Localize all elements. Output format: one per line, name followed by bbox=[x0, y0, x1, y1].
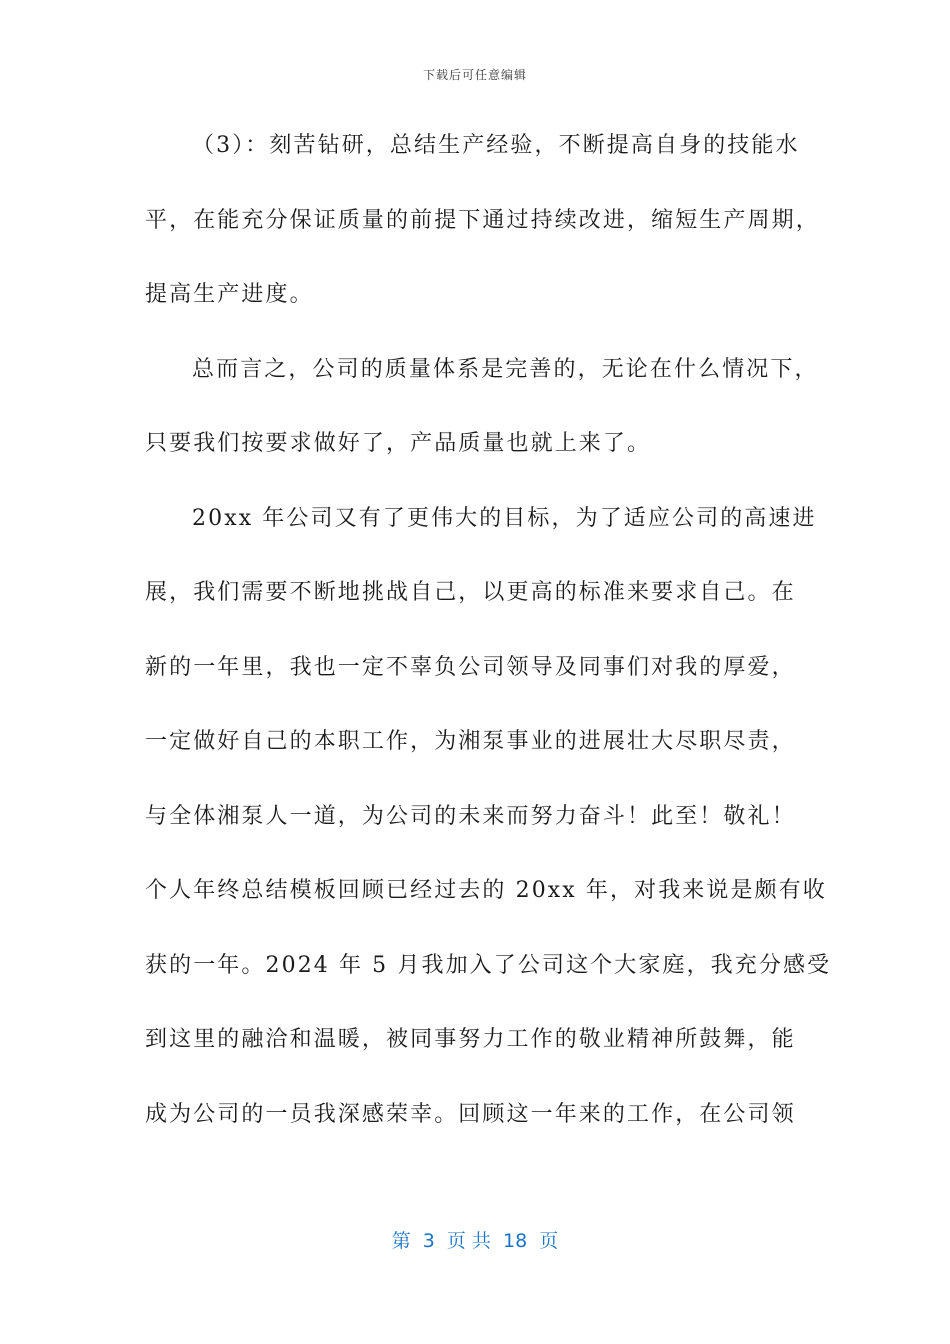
text-line: 只要我们按要求做好了，产品质量也就上来了。 bbox=[145, 431, 652, 456]
text-line: 提高生产进度。 bbox=[145, 282, 314, 307]
text-line: 平，在能充分保证质量的前提下通过持续改进，缩短生产周期， bbox=[145, 207, 820, 233]
text-line: 新的一年里，我也一定不辜负公司领导及同事们对我的厚爱， bbox=[145, 654, 796, 680]
text-line: 成为公司的一员我深感荣幸。回顾这一年来的工作，在公司领 bbox=[145, 1101, 796, 1127]
text-line: 20xx 年公司又有了更伟大的目标，为了适应公司的高速进 bbox=[192, 505, 817, 531]
text-line: 到这里的融洽和温暖，被同事努力工作的敬业精神所鼓舞，能 bbox=[145, 1027, 796, 1052]
text-line: 一定做好自己的本职工作，为湘泵事业的进展壮大尽职尽责， bbox=[145, 729, 796, 754]
text-line: 获的一年。2024 年 5 月我加入了公司这个大家庭，我充分感受 bbox=[145, 952, 832, 978]
text-line: 与全体湘泵人一道，为公司的未来而努力奋斗！此至！敬礼！ bbox=[145, 803, 796, 829]
text-line: 总而言之，公司的质量体系是完善的，无论在什么情况下， bbox=[192, 356, 819, 382]
text-line: 展，我们需要不断地挑战自己，以更高的标准来要求自己。在 bbox=[145, 580, 796, 605]
text-line: 个人年终总结模板回顾已经过去的 20xx 年，对我来说是颇有收 bbox=[145, 878, 827, 903]
text-line: （3）：刻苦钻研，总结生产经验，不断提高自身的技能水 bbox=[192, 133, 800, 158]
page-footer: 第 3 页 共 18 页 bbox=[391, 1230, 559, 1252]
header-note: 下载后可任意编辑 bbox=[422, 68, 527, 82]
document-body bbox=[145, 123, 832, 1166]
